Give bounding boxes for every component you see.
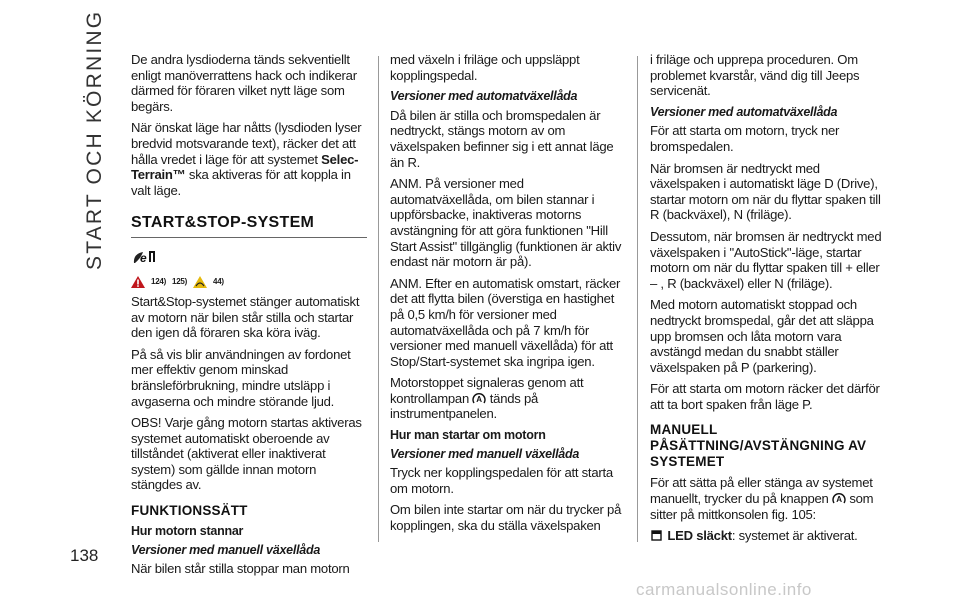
section-heading: FUNKTIONSSÄTT (131, 503, 248, 519)
warning-references (131, 274, 367, 290)
paragraph: På så vis blir användningen av fordonet mer effektiv genom minskad bränsleförbrukning, mindre utsläpp i avgaserna och mindre störande ljud. (131, 346, 351, 409)
chapter-title: START OCH KÖRNING (83, 9, 106, 270)
svg-text:A: A (836, 495, 842, 505)
page-number: 138 (70, 546, 99, 565)
caution-triangle-icon (193, 276, 207, 288)
eco-icon (131, 248, 367, 266)
column-1 (131, 52, 367, 583)
heading-rule (131, 237, 367, 238)
selec-terrain-term: Selec-Terrain™ (131, 151, 359, 183)
paragraph: ANM. På versioner med automatväxellåda, om bilen stannar i uppförsbacke, inaktiveras motorns avstängning för att göra funktionen "Hill Start Assist" tillgänglig (funktionen är aktiv endast när motorn är på). (390, 176, 622, 270)
paragraph: ANM. Efter en automatisk omstart, räcker det att flytta bilen (överstiga en hastighet på 0,5 km/h för versioner med automatväxellåda och på 7 km/h för versioner med manuell växellåda) för att Stop/Start-systemet ska ingripa igen. (390, 275, 621, 369)
svg-text:e: e (140, 251, 147, 266)
paragraph: När önskat läge har nåtts (lysdioden lyser bredvid motsvarande text), räcker det att hålla vredet i läge för att systemet Selec-Terrain™ ska aktiveras för att koppla in valt läge. (131, 120, 362, 198)
svg-text:A: A (476, 394, 483, 404)
subheading: Hur motorn stannar (131, 524, 244, 539)
paragraph: Tryck ner kopplingspedalen för att starta om motorn. (390, 465, 613, 496)
subheading-italic: Versioner med automatväxellåda (390, 89, 578, 104)
paragraph: När bilen står stilla stoppar man motorn (131, 561, 350, 577)
subheading-italic: Versioner med automatväxellåda (650, 104, 838, 119)
subheading-italic: Versioner med manuell växellåda (390, 446, 580, 461)
ref-124: 124) (151, 277, 167, 287)
section-heading: START&STOP-SYSTEM (131, 214, 315, 232)
paragraph: Då bilen är stilla och bromspedalen är nedtryckt, stängs motorn av om växelspaken befinner sig i ett annat läge än R. (390, 107, 614, 170)
paragraph: Motorstoppet signaleras genom att kontrollampan A tänds på instrumentpanelen. (390, 375, 584, 422)
start-stop-button-icon (832, 491, 846, 505)
warning-triangle-icon (131, 276, 145, 288)
paragraph: Med motorn automatiskt stoppad och nedtryckt bromspedal, går det att släppa upp bromsen och låta motorn vara avstängd medan du snabbt ställer växelspaken på P (parkering). (650, 297, 874, 375)
paragraph: LED släckt: systemet är aktiverat. (650, 528, 886, 544)
led-off-icon (650, 528, 664, 542)
paragraph: OBS! Varje gång motorn startas aktiveras systemet automatiskt oberoende av tillståndet (aktiverat eller inaktiverat system) som gällde innan motorn stängdes av. (131, 415, 362, 493)
paragraph: med växeln i friläge och uppsläppt kopplingspedal. (390, 52, 580, 83)
column-2 (390, 52, 628, 540)
subheading: Hur man startar om motorn (390, 428, 546, 443)
column-divider (378, 56, 379, 542)
ref-125: 125) (172, 277, 188, 287)
paragraph: När bromsen är nedtryckt med växelspaken i automatiskt läge D (Drive), startar motorn om när du flyttar spaken till R (backväxel), N (friläge). (650, 160, 881, 223)
column-3 (650, 52, 886, 550)
paragraph: För att starta om motorn, tryck ner bromspedalen. (650, 123, 840, 154)
section-heading: MANUELL PÅSÄTTNING/AVSTÄNGNING AV SYSTEMET (650, 422, 867, 470)
auto-stop-indicator-icon (472, 391, 486, 405)
led-status-label: LED släckt (667, 528, 732, 544)
column-divider (637, 56, 638, 542)
paragraph: Start&Stop-systemet stänger automatiskt av motorn när bilen står stilla och startar den igen då föraren ska köra iväg. (131, 293, 360, 341)
paragraph: De andra lysdioderna tänds sekventiellt enligt manöverrattens hack och indikerar därmed för föraren vilket nytt läge som begärs. (131, 52, 357, 114)
watermark: carmanualsonline.info (636, 580, 812, 599)
paragraph: Dessutom, när bromsen är nedtryckt med växelspaken i "AutoStick"-läge, startar motorn om när du flyttar spaken till + eller – , R (backväxel) eller N (friläge). (650, 228, 882, 291)
paragraph: För att starta om motorn räcker det därför att ta bort spaken från läge P. (650, 381, 880, 412)
ref-44: 44) (213, 277, 224, 287)
paragraph: Om bilen inte startar om när du trycker på kopplingen, ska du ställa växelspaken (390, 502, 622, 534)
paragraph: i friläge och upprepa proceduren. Om problemet kvarstår, vänd dig till Jeeps servicenät. (650, 52, 860, 99)
subheading-italic: Versioner med manuell växellåda (131, 542, 321, 557)
paragraph: För att sätta på eller stänga av systemet manuellt, trycker du på knappen A som sitter på mittkonsolen fig. 105: (650, 475, 874, 522)
